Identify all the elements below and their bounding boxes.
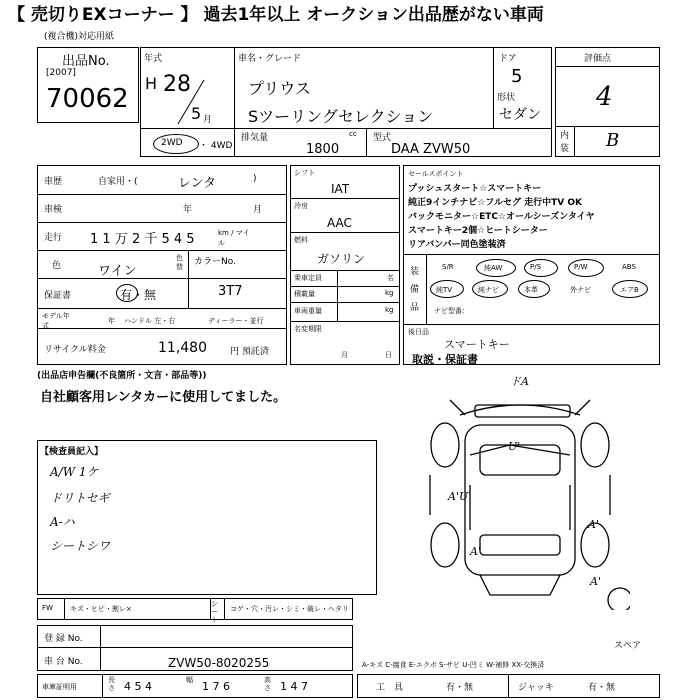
nenshiki-month: 5: [191, 104, 202, 123]
engine-value: 1800: [306, 142, 340, 157]
equip-tv: 純TV: [436, 286, 453, 294]
score-value: 4: [596, 82, 613, 112]
fuel-label: 燃料: [294, 236, 308, 244]
type-label: 型式: [373, 133, 392, 143]
later-line-2: 取説・保証書: [412, 353, 478, 366]
mileage-value: 1 1 万 2 千 5 4 5: [90, 232, 195, 247]
lot-box: [37, 47, 139, 123]
inspector-box: [37, 440, 377, 595]
nenshiki-label: 年式: [144, 54, 163, 64]
dealer-options: ディーラー・並行: [208, 317, 264, 325]
shape-value: セダン: [499, 107, 542, 123]
model-name: プリウス: [248, 79, 311, 98]
recycle-value: 11,480: [158, 340, 207, 356]
reg-label: 登 録 No.: [44, 634, 83, 644]
sales-line: スマートキー2個☆ヒートシーター: [408, 226, 548, 236]
vehicle-box: [140, 47, 552, 157]
header-banner: 【 売切りEXコーナー 】 過去1年以上 オークション出品歴がない車両: [8, 5, 544, 25]
mileage-label: 走行: [44, 233, 63, 243]
nenshiki-month-unit: 月: [203, 115, 213, 125]
deadline-month: 月: [341, 351, 348, 359]
sales-lines: [408, 182, 595, 252]
warranty-value: 有・無: [120, 288, 157, 302]
deadline-label: 名変期限: [294, 325, 322, 333]
equip-ps: P/S: [530, 263, 542, 271]
inspection-month: 月: [253, 205, 263, 215]
recycle-label: リサイクル料金: [44, 345, 106, 355]
weight-label: 車両重量: [294, 307, 322, 315]
doors-label: ドア: [499, 54, 517, 64]
inspector-line: A-ハ: [50, 515, 75, 529]
history-close: ): [253, 174, 257, 184]
damage-u2: A'U': [448, 490, 472, 503]
model-grade: Sツーリングセレクション: [248, 107, 434, 126]
lot-number: 70062: [46, 84, 129, 114]
history-value: レンタ: [178, 176, 217, 191]
weight-unit: kg: [385, 306, 394, 314]
engine-label: 排気量: [241, 133, 269, 143]
navi-model-label: ナビ型番：: [434, 307, 469, 315]
damage-a3: A': [590, 575, 601, 588]
drive-4wd: ・ 4WD: [199, 141, 233, 151]
spare-label: スペア: [614, 641, 642, 651]
load-label: 積載量: [294, 290, 315, 298]
history-label: 車歴: [44, 177, 63, 187]
sales-box: [403, 165, 660, 365]
damage-a2: A': [470, 545, 481, 558]
lot-label: 出品No.: [62, 54, 110, 69]
tools-row: [357, 674, 660, 698]
details-box: [37, 165, 287, 365]
ac-label: 冷房: [294, 202, 308, 210]
inspector-label: 【検査員記入】: [40, 447, 104, 457]
cert-row: [37, 674, 353, 698]
tools-value: 有・無: [446, 683, 474, 693]
color-change-label: 色替: [176, 254, 183, 271]
fw-seat: コゲ・穴・汚レ・シミ・破レ・ヘタリ: [230, 605, 349, 613]
damage-u1: U': [508, 440, 521, 453]
inspector-line: シートシワ: [50, 539, 111, 553]
cert-hei-value: 1 4 7: [280, 680, 308, 693]
sales-line: リアバンパー同色塗装済: [408, 240, 506, 250]
inspector-line: A/W 1ケ: [50, 465, 99, 479]
damage-top: ドA: [510, 375, 529, 388]
equip-airbag: エアB: [620, 286, 639, 294]
model-year-label: モデル年式: [42, 312, 70, 330]
damage-a1: A': [588, 518, 599, 531]
handle-options: ハンドル 左・右: [124, 317, 176, 325]
equip-label-3: 品: [410, 303, 420, 313]
capacity-unit: 名: [387, 274, 394, 282]
model-label: 車名・グレード: [238, 54, 302, 64]
deadline-day: 日: [385, 351, 392, 359]
sales-line: 純正9インチナビ☆フルセグ 走行中TV OK: [408, 198, 582, 208]
shift-value: IAT: [331, 182, 350, 196]
engine-unit: cc: [349, 130, 357, 138]
score-label: 評価点: [584, 54, 612, 64]
specs-box: [290, 165, 400, 365]
sales-label: セールスポイント: [408, 170, 464, 178]
fw-row: [37, 598, 353, 624]
jack-value: 有・無: [588, 683, 616, 693]
inspection-label: 車検: [44, 205, 63, 215]
warranty-label: 保証書: [44, 291, 72, 301]
type-value: DAA ZVW50: [391, 142, 471, 157]
sales-line: バックモニター☆ETC☆オールシーズンタイヤ: [408, 212, 595, 222]
jack-label: ジャッキ: [518, 683, 554, 693]
sales-line: プッシュスタート☆スマートキー: [408, 184, 542, 194]
load-unit: kg: [385, 289, 394, 297]
shift-label: シフト: [294, 169, 315, 177]
interior-score: B: [606, 130, 620, 151]
fuel-value: ガソリン: [317, 252, 366, 266]
doors-value: 5: [511, 66, 523, 87]
chassis-value: ZVW50-8020255: [168, 656, 270, 670]
interior-label-1: 内: [560, 131, 570, 141]
reg-box: [37, 625, 353, 671]
tools-label: 工 具: [376, 683, 404, 693]
cert-wid-value: 1 7 6: [202, 680, 230, 693]
mileage-unit: km / マイル: [218, 229, 250, 247]
notes-label: (出品店申告欄(不良箇所・文言・部品等)): [37, 371, 207, 381]
year-slash: [176, 78, 206, 126]
equip-other-navi: 外ナビ: [570, 286, 591, 294]
equip-pw: P/W: [574, 263, 588, 271]
notes-text: 自社顧客用レンタカーに使用してました。: [40, 390, 287, 405]
equip-sr: S/R: [442, 263, 454, 271]
capacity-label: 乗車定員: [294, 274, 322, 282]
fw-seat-label: シート: [211, 600, 218, 624]
form-subtitle: (複合機)対応用紙: [44, 32, 115, 42]
equip-label-1: 装: [410, 267, 420, 277]
colorno-value: 3T7: [218, 284, 243, 299]
history-options: 自家用・(: [98, 177, 138, 187]
interior-label-2: 装: [560, 144, 570, 154]
score-box: [555, 47, 660, 157]
nenshiki-year: 28: [163, 72, 191, 97]
equip-label-2: 備: [410, 285, 420, 295]
cert-wid-label: 幅: [186, 676, 193, 684]
later-label: 後日品: [408, 328, 429, 336]
cert-hei-label: 高さ: [264, 676, 271, 692]
ac-value: AAC: [327, 216, 352, 230]
colorno-label: カラーNo.: [194, 257, 236, 267]
equip-navi: 純ナビ: [478, 286, 499, 294]
equip-abs: ABS: [622, 263, 636, 271]
lot-year-tag: [2007]: [46, 68, 76, 78]
nenshiki-era: H: [145, 74, 158, 93]
cert-len-label: 長さ: [108, 676, 115, 692]
later-line-1: スマートキー: [444, 338, 510, 351]
inspector-line: ドリトセギ: [50, 491, 110, 505]
chassis-label: 車 台 No.: [44, 657, 83, 667]
equip-leather: 本革: [524, 286, 538, 294]
equip-aw: 純AW: [484, 264, 503, 272]
inspection-year: 年: [183, 205, 193, 215]
model-year-unit: 年: [108, 317, 115, 325]
shape-label: 形状: [497, 93, 516, 103]
damage-legend: A-キズ C-腐食 E-エクボ S-サビ U-凹ミ W-補修 XX-交換済: [362, 661, 545, 669]
fw-items: キズ・ヒビ・割レ×: [70, 605, 132, 613]
color-value: ワイン: [98, 264, 137, 279]
recycle-unit: 円 預託済: [230, 347, 269, 357]
cert-label: 車庫証明用: [42, 683, 77, 691]
fw-label: FW: [42, 604, 53, 612]
drive-2wd: 2WD: [161, 138, 183, 148]
color-label: 色: [52, 261, 62, 271]
cert-len-value: 4 5 4: [124, 680, 152, 693]
